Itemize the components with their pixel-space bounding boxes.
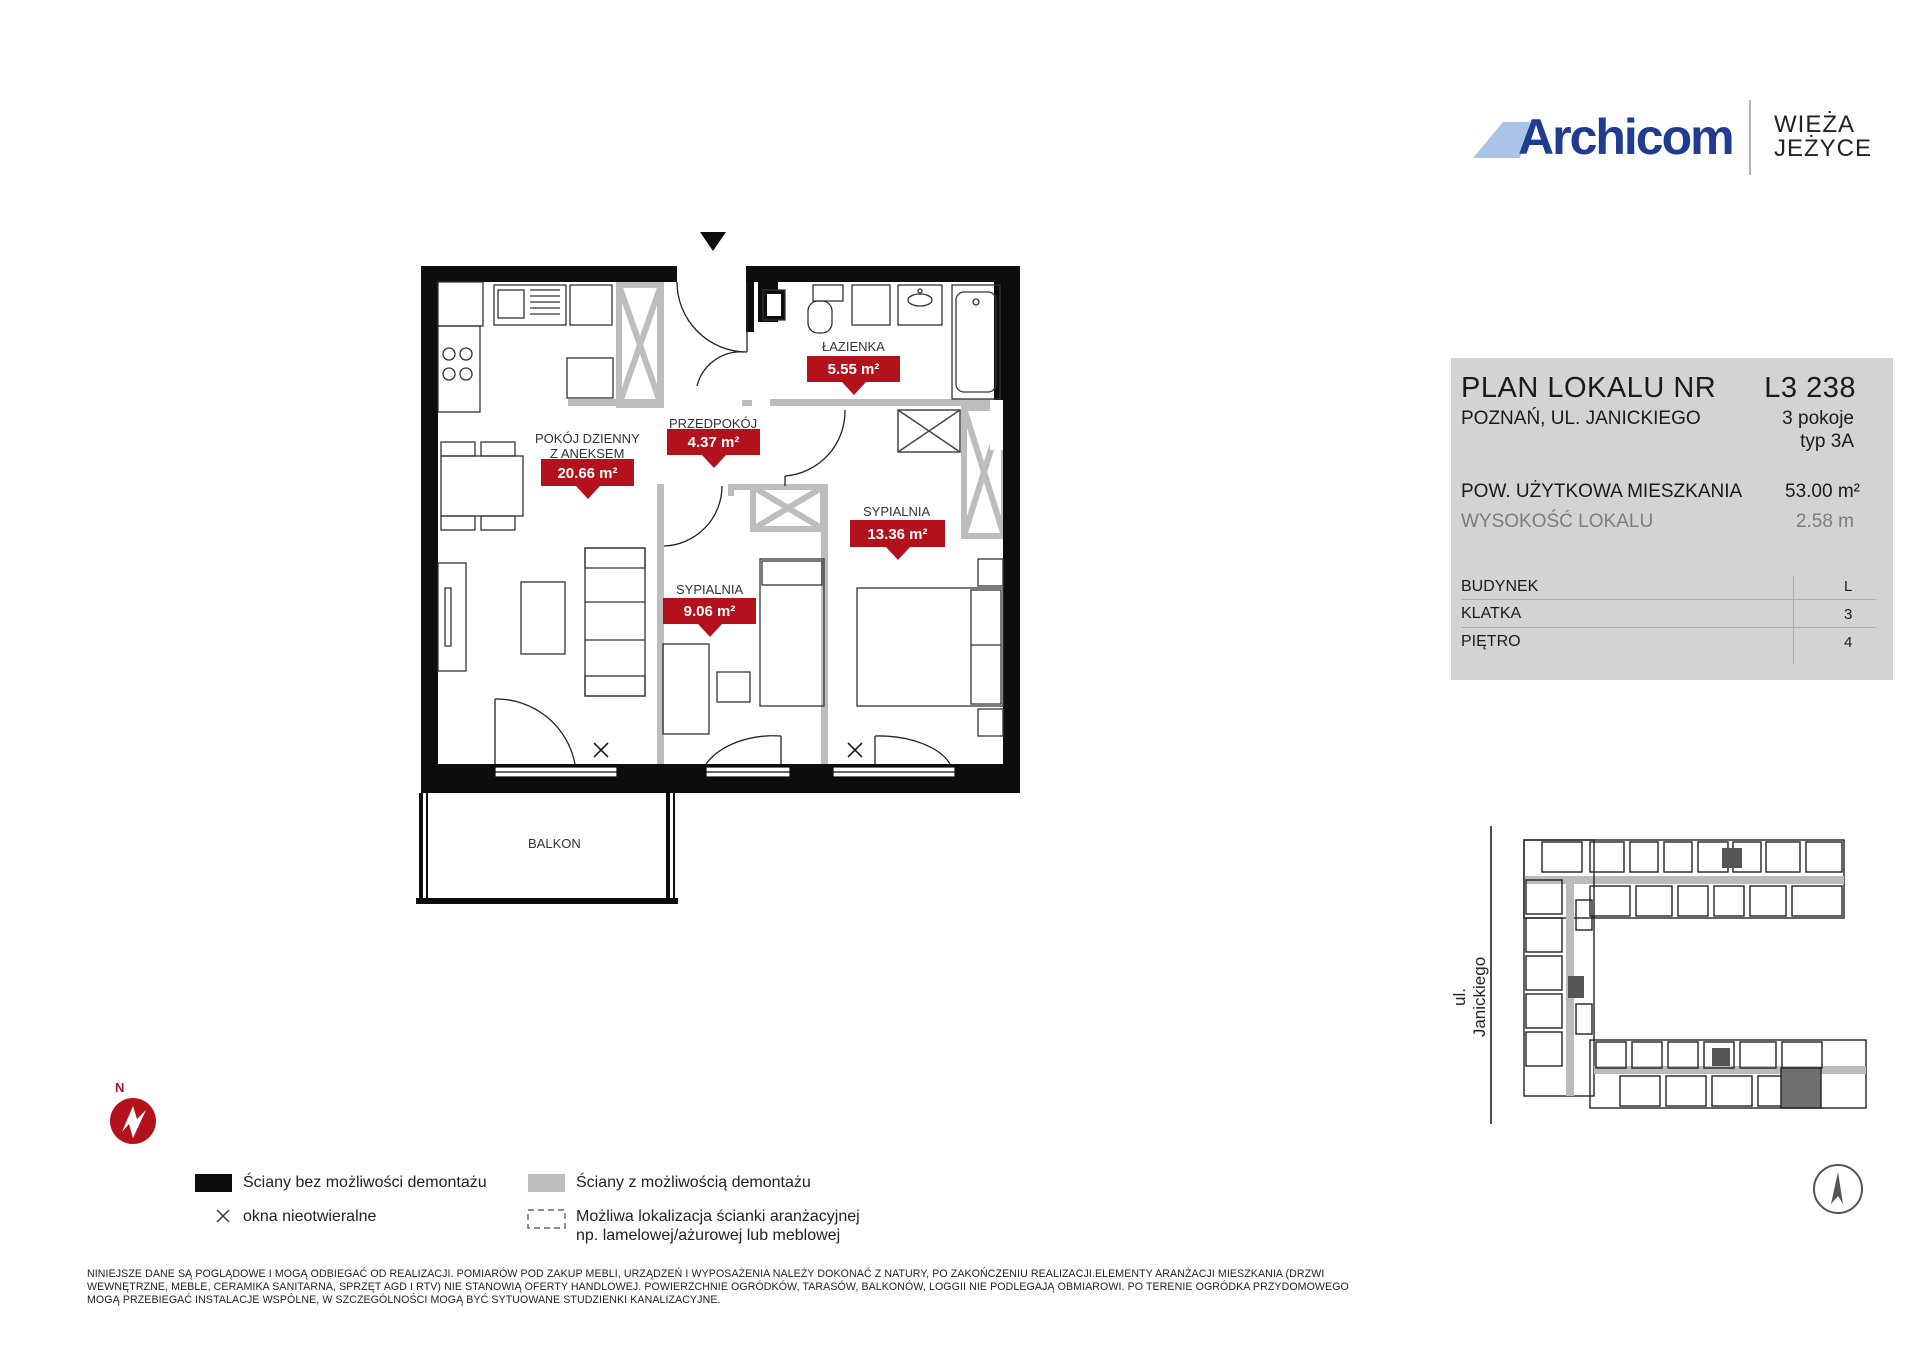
project-name-line1: WIEŻA [1774,111,1855,138]
room-hall-area: 4.37 m² [687,434,740,451]
unit-info-panel [1451,358,1893,680]
north-arrow-icon [110,1098,156,1144]
legend-partition-2: np. lamelowej/ażurowej lub meblowej [576,1227,841,1244]
project-name-line2: JEŻYCE [1774,135,1873,162]
room-bedroom-large-area: 13.36 m² [867,526,928,543]
unit-height-value: 2.58 m [1795,511,1854,532]
staircase-value: 3 [1844,606,1853,623]
legend-removable-walls: Ściany z możliwością demontażu [576,1174,811,1191]
disclaimer-line: NINIEJSZE DANE SĄ POGLĄDOWE I MOGĄ ODBIEGAĆ OD REALIZACJI. POMIARÓW POD ZAKUP MEBLI, URZĄDZEŃ I WYPOSAŻENIA NALEŻY DOKONAĆ Z NATURY, PO ZAKOŃCZENIU REALIZACJI.ELEMENTY ARANŻACJI MIESZKANIA (DRZWI [87,1268,1325,1280]
usable-area-label: POW. UŻYTKOWA MIESZKANIA [1461,481,1743,502]
disclaimer [87,1268,1447,1307]
staircase-label: KLATKA [1461,605,1522,622]
unit-number: L3 238 [1764,372,1856,404]
floor-value: 4 [1844,634,1853,651]
unit-type: typ 3A [1800,431,1854,452]
room-bathroom-name: ŁAZIENKA [822,339,885,354]
room-bedroom-large-name: SYPIALNIA [863,504,931,519]
legend-removable-wall-swatch [528,1174,565,1192]
room-living-area: 20.66 m² [557,465,618,482]
room-hall-name: PRZEDPOKÓJ [669,416,758,431]
balcony-label: BALKON [528,836,581,851]
plan-title: PLAN LOKALU NR [1461,372,1717,404]
legend-partition-swatch [528,1210,565,1228]
usable-area-value: 53.00 m² [1785,481,1860,502]
row-divider [1461,599,1876,600]
room-bedroom-small-area: 9.06 m² [683,603,736,620]
legend-fixed-walls: Ściany bez możliwości demontażu [243,1174,487,1191]
floor-label: PIĘTRO [1461,633,1521,650]
room-living-name-2: Z ANEKSEM [550,446,625,461]
room-count: 3 pokoje [1782,408,1854,429]
building-value: L [1844,578,1853,595]
legend-fixed-windows: okna nieotwieralne [243,1208,377,1225]
street-label: ul. Janickiego [1450,956,1489,1038]
disclaimer-line: MOGĄ PRZEBIEGAĆ INSTALACJE WSPÓLNE, W SZCZEGÓLNOŚCI MOGĄ BYĆ SYTUOWANE STUDZIENKI KANALIZACYJNE. [87,1294,721,1306]
column-divider [1793,576,1794,664]
north-label: N [115,1080,125,1095]
site-plan [1491,826,1866,1124]
developer-logo: Archicom [1518,109,1733,165]
compass-icon [1814,1165,1862,1213]
room-living-name-1: POKÓJ DZIENNY [535,431,640,446]
legend-partition-1: Możliwa lokalizacja ścianki aranżacyjnej [576,1208,860,1225]
room-bedroom-small-name: SYPIALNIA [676,582,744,597]
unit-height-label: WYSOKOŚĆ LOKALU [1461,511,1654,532]
room-bathroom-area: 5.55 m² [827,361,880,378]
entrance-arrow-icon [700,232,726,251]
legend-fixed-wall-swatch [195,1174,232,1192]
address: POZNAŃ, UL. JANICKIEGO [1461,408,1701,429]
disclaimer-line: WEWNĘTRZNE, MEBLE, CERAMIKA SANITARNA, SPRZĘT AGD I RTV) NIE STANOWIĄ OFERTY HANDLOWEJ. POWIERZCHNIE OGRÓDKÓW, TARASÓW, BALKONÓW, LOGGII NIE PODLEGAJĄ OBMIAROWI. PO TERENIE OGRÓDKA PRZYDOMOWEGO [87,1281,1349,1293]
row-divider [1461,627,1876,628]
wardrobe-2 [898,410,960,452]
building-label: BUDYNEK [1461,578,1539,595]
